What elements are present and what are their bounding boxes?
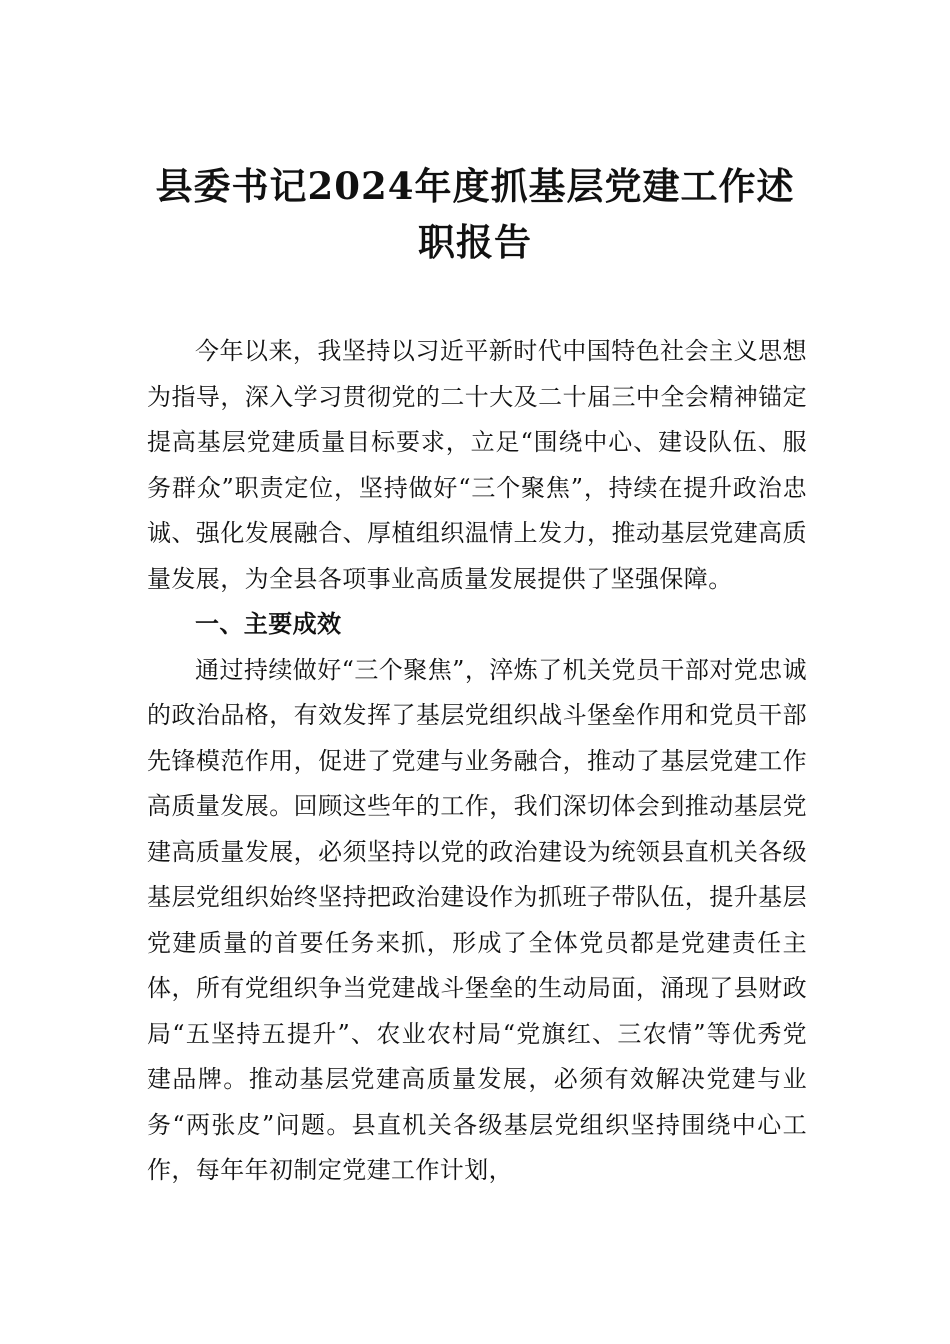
document-title: 县委书记2024年度抓基层党建工作述职报告 <box>155 164 795 264</box>
section-paragraph: 通过持续做好“三个聚焦”，淬炼了机关党员干部对党忠诚的政治品格，有效发挥了基层党组织战斗堡垒作用和党员干部先锋模范作用，促进了党建与业务融合，推动了基层党建工作高质量发展。回顾这些年的工作，我们深切体会到推动基层党建高质量发展，必须坚持以党的政治建设为统领县直机关各级基层党组织始终坚持把政治建设作为抓班子带队伍，提升基层党建质量的首要任务来抓，形成了全体党员都是党建责任主体，所有党组织争当党建战斗堡垒的生动局面，涌现了县财政局“五坚持五提升”、农业农村局“党旗红、三农情”等优秀党建品牌。推动基层党建高质量发展，必须有效解决党建与业务“两张皮”问题。县直机关各级基层党组织坚持围绕中心工作，每年年初制定党建工作计划， <box>147 655 807 1184</box>
document-body <box>147 329 807 1194</box>
intro-paragraph: 今年以来，我坚持以习近平新时代中国特色社会主义思想为指导，深入学习贯彻党的二十大及二十届三中全会精神锚定提高基层党建质量目标要求，立足“围绕中心、建设队伍、服务群众”职责定位，坚持做好“三个聚焦”，持续在提升政治忠诚、强化发展融合、厚植组织温情上发力，推动基层党建高质量发展，为全县各项事业高质量发展提供了坚强保障。 <box>147 337 807 593</box>
section-heading: 一、主要成效 <box>195 610 342 638</box>
